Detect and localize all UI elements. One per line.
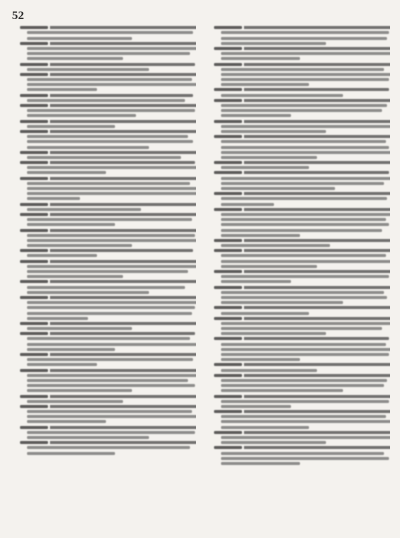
- entry-lead-line: [214, 161, 390, 164]
- entry-text-line: [27, 171, 106, 174]
- entry-text-line: [27, 197, 80, 200]
- entry-text-line: [221, 441, 326, 444]
- entry-lead-line: [20, 63, 195, 66]
- entry-text-line: [221, 296, 387, 299]
- entry-text-line: [221, 146, 389, 149]
- entry-text-line: [27, 389, 132, 392]
- entry-lead-line: [20, 94, 193, 97]
- directory-entry: [14, 353, 196, 366]
- entry-lead-line: [20, 161, 195, 164]
- directory-entry: [208, 270, 390, 283]
- directory-entry: [208, 47, 390, 60]
- entry-lead-line: [214, 337, 389, 340]
- entry-text-line: [221, 234, 300, 237]
- directory-entry: [208, 239, 390, 247]
- directory-entry: [14, 213, 196, 226]
- directory-entry: [14, 203, 196, 211]
- entry-lead-line: [214, 135, 390, 138]
- directory-entry: [208, 431, 390, 444]
- entry-text-line: [27, 52, 190, 55]
- entry-lead-line: [20, 229, 196, 232]
- directory-entry: [208, 208, 390, 237]
- entry-text-line: [221, 415, 386, 418]
- directory-entry: [208, 192, 390, 205]
- directory-entry: [14, 260, 196, 279]
- entry-text-line: [27, 125, 115, 128]
- directory-entry: [208, 63, 390, 87]
- directory-entry: [208, 306, 390, 314]
- entry-text-line: [27, 358, 193, 361]
- directory-entry: [14, 249, 196, 257]
- entry-lead-line: [20, 203, 196, 206]
- entry-text-line: [221, 73, 390, 76]
- entry-lead-line: [214, 306, 390, 309]
- entry-lead-line: [214, 363, 390, 366]
- entry-text-line: [221, 400, 389, 403]
- directory-entry: [14, 130, 196, 149]
- entry-text-line: [27, 187, 196, 190]
- entry-lead-line: [214, 120, 390, 123]
- directory-entry: [14, 280, 196, 293]
- entry-lead-line: [214, 63, 390, 66]
- entry-lead-line: [214, 286, 390, 289]
- entry-text-line: [27, 436, 149, 439]
- entry-text-line: [221, 332, 326, 335]
- entry-lead-line: [20, 332, 195, 335]
- entry-text-line: [221, 405, 291, 408]
- entry-lead-line: [20, 151, 196, 154]
- entry-text-line: [27, 415, 196, 418]
- entry-lead-line: [20, 104, 196, 107]
- entry-text-line: [27, 275, 123, 278]
- entry-text-line: [221, 327, 382, 330]
- directory-entry: [14, 332, 196, 351]
- entry-text-line: [221, 291, 384, 294]
- entry-lead-line: [214, 249, 390, 252]
- entry-lead-line: [20, 405, 196, 408]
- entry-text-line: [27, 270, 188, 273]
- entry-text-line: [221, 151, 390, 154]
- entry-text-line: [221, 104, 387, 107]
- entry-text-line: [221, 244, 330, 247]
- entry-text-line: [221, 83, 309, 86]
- entry-text-line: [27, 343, 196, 346]
- entry-text-line: [27, 37, 132, 40]
- entry-lead-line: [20, 26, 196, 29]
- entry-text-line: [27, 374, 196, 377]
- directory-entry: [208, 171, 390, 190]
- entry-text-line: [221, 353, 389, 356]
- directory-entry: [14, 229, 196, 248]
- entry-text-line: [221, 280, 291, 283]
- entry-lead-line: [20, 249, 193, 252]
- entry-text-line: [27, 301, 196, 304]
- entry-lead-line: [20, 296, 196, 299]
- entry-lead-line: [214, 239, 390, 242]
- entry-lead-line: [20, 130, 196, 133]
- directory-entry: [208, 286, 390, 305]
- directory-entry: [208, 88, 390, 96]
- directory-entry: [208, 249, 390, 268]
- directory-entry: [14, 26, 196, 39]
- entry-lead-line: [20, 177, 196, 180]
- entry-lead-line: [214, 395, 390, 398]
- left-column: [14, 24, 196, 528]
- directory-entry: [14, 441, 196, 454]
- entry-text-line: [221, 229, 382, 232]
- entry-text-line: [221, 182, 384, 185]
- entry-text-line: [27, 156, 181, 159]
- entry-text-line: [27, 410, 192, 413]
- entry-text-line: [221, 52, 390, 55]
- entry-text-line: [221, 254, 386, 257]
- entry-text-line: [221, 275, 389, 278]
- entry-text-line: [27, 234, 195, 237]
- entry-text-line: [221, 125, 390, 128]
- entry-lead-line: [214, 317, 390, 320]
- directory-entry: [14, 151, 196, 159]
- entry-lead-line: [214, 446, 390, 449]
- entry-text-line: [27, 166, 196, 169]
- directory-entry: [208, 446, 390, 465]
- directory-entry: [14, 177, 196, 201]
- entry-text-line: [221, 187, 335, 190]
- directory-entry: [14, 322, 196, 330]
- entry-text-line: [27, 99, 185, 102]
- entry-text-line: [221, 452, 384, 455]
- entry-text-line: [221, 426, 309, 429]
- entry-text-line: [221, 37, 387, 40]
- entry-text-line: [27, 208, 141, 211]
- entry-lead-line: [214, 410, 390, 413]
- entry-text-line: [221, 358, 300, 361]
- entry-text-line: [27, 68, 149, 71]
- entry-text-line: [27, 57, 123, 60]
- entry-text-line: [27, 223, 115, 226]
- entry-text-line: [27, 244, 132, 247]
- entry-text-line: [221, 369, 317, 372]
- entry-text-line: [221, 260, 390, 263]
- directory-entry: [14, 296, 196, 320]
- entry-lead-line: [20, 73, 196, 76]
- directory-entry: [208, 337, 390, 361]
- entry-text-line: [221, 348, 390, 351]
- page-number: 52: [12, 8, 24, 22]
- directory-entry: [208, 135, 390, 159]
- entry-text-line: [221, 436, 390, 439]
- entry-text-line: [221, 78, 389, 81]
- entry-text-line: [27, 400, 123, 403]
- entry-lead-line: [214, 431, 390, 434]
- entry-text-line: [27, 384, 195, 387]
- entry-text-line: [221, 140, 386, 143]
- entry-text-line: [27, 452, 115, 455]
- entry-text-line: [221, 57, 300, 60]
- directory-entry: [208, 26, 390, 45]
- entry-text-line: [221, 213, 390, 216]
- entry-lead-line: [20, 395, 196, 398]
- entry-lead-line: [20, 42, 196, 45]
- entry-text-line: [27, 446, 190, 449]
- entry-text-line: [221, 114, 291, 117]
- entry-lead-line: [20, 280, 196, 283]
- entry-text-line: [27, 109, 195, 112]
- entry-text-line: [27, 286, 185, 289]
- entry-text-line: [221, 379, 387, 382]
- directory-entry: [14, 161, 196, 174]
- entry-text-line: [27, 78, 192, 81]
- entry-text-line: [221, 130, 326, 133]
- entry-text-line: [221, 343, 386, 346]
- entry-lead-line: [20, 322, 196, 325]
- entry-text-line: [221, 301, 343, 304]
- directory-entry: [208, 99, 390, 118]
- entry-lead-line: [214, 47, 390, 50]
- entry-text-line: [27, 317, 88, 320]
- directory-entry: [14, 42, 196, 61]
- entry-text-line: [221, 109, 382, 112]
- directory-entry: [14, 426, 196, 439]
- entry-text-line: [221, 166, 309, 169]
- entry-lead-line: [214, 88, 389, 91]
- directory-entry: [208, 161, 390, 169]
- entry-text-line: [27, 182, 190, 185]
- entry-lead-line: [214, 26, 390, 29]
- directory-entry: [14, 104, 196, 117]
- directory-entry: [208, 395, 390, 408]
- entry-text-line: [27, 265, 196, 268]
- entry-text-line: [221, 457, 389, 460]
- entry-text-line: [221, 203, 274, 206]
- entry-text-line: [221, 156, 317, 159]
- entry-text-line: [27, 312, 192, 315]
- entry-text-line: [221, 42, 326, 45]
- entry-text-line: [27, 239, 196, 242]
- entry-text-line: [27, 31, 193, 34]
- entry-lead-line: [20, 260, 196, 263]
- directory-entry: [208, 317, 390, 336]
- entry-text-line: [221, 389, 343, 392]
- directory-entry: [14, 395, 196, 403]
- entry-text-line: [27, 218, 192, 221]
- entry-lead-line: [214, 208, 390, 211]
- directory-entry: [208, 374, 390, 393]
- directory-entry: [208, 120, 390, 133]
- entry-text-line: [27, 47, 196, 50]
- entry-text-line: [221, 420, 390, 423]
- directory-entry: [208, 363, 390, 371]
- entry-text-line: [27, 254, 97, 257]
- entry-text-line: [27, 88, 97, 91]
- entry-text-line: [221, 197, 387, 200]
- entry-text-line: [27, 135, 188, 138]
- entry-text-line: [27, 348, 115, 351]
- entry-lead-line: [20, 426, 196, 429]
- entry-text-line: [221, 322, 390, 325]
- entry-text-line: [27, 291, 149, 294]
- directory-entry: [14, 369, 196, 393]
- entry-text-line: [221, 94, 343, 97]
- entry-text-line: [27, 327, 132, 330]
- entry-text-line: [221, 384, 384, 387]
- entry-text-line: [27, 140, 193, 143]
- entry-lead-line: [20, 369, 196, 372]
- entry-lead-line: [214, 192, 390, 195]
- entry-text-line: [27, 337, 190, 340]
- entry-lead-line: [20, 353, 196, 356]
- entry-text-line: [27, 379, 188, 382]
- entry-lead-line: [214, 171, 389, 174]
- entry-text-line: [27, 192, 196, 195]
- entry-text-line: [27, 114, 136, 117]
- entry-lead-line: [214, 374, 390, 377]
- entry-text-line: [221, 223, 389, 226]
- directory-entry: [14, 405, 196, 424]
- entry-text-line: [221, 31, 389, 34]
- directory-entry: [14, 120, 196, 128]
- directory-entry: [14, 73, 196, 92]
- directory-entry: [14, 94, 196, 102]
- entry-lead-line: [20, 441, 196, 444]
- entry-text-line: [27, 420, 106, 423]
- entry-text-line: [221, 265, 317, 268]
- entry-text-line: [27, 431, 195, 434]
- entry-text-line: [27, 83, 196, 86]
- entry-text-line: [221, 462, 300, 465]
- directory-entry: [208, 410, 390, 429]
- entry-lead-line: [214, 99, 390, 102]
- entry-text-line: [221, 312, 309, 315]
- entry-lead-line: [214, 270, 390, 273]
- directory-entry: [14, 63, 196, 71]
- entry-text-line: [221, 218, 386, 221]
- entry-text-line: [27, 306, 195, 309]
- entry-text-line: [221, 68, 384, 71]
- entry-text-line: [27, 146, 149, 149]
- entry-lead-line: [20, 120, 196, 123]
- right-column: [208, 24, 390, 528]
- entry-text-line: [221, 177, 390, 180]
- entry-lead-line: [20, 213, 196, 216]
- entry-text-line: [27, 363, 97, 366]
